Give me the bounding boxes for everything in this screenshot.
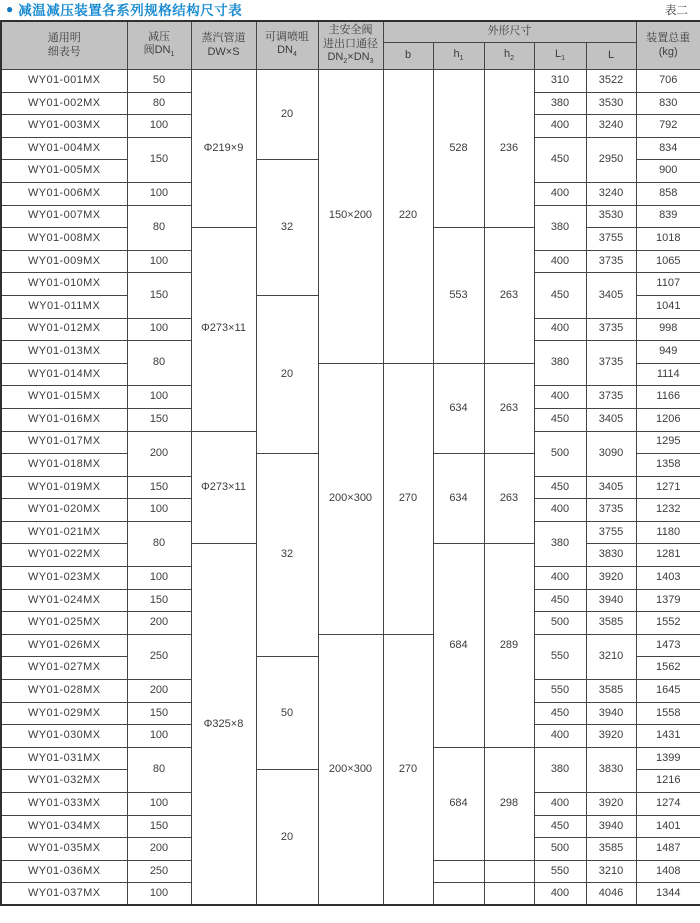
dn1-cell: 50	[127, 70, 191, 93]
l1-cell: 550	[534, 634, 586, 679]
weight-cell: 1562	[636, 657, 700, 680]
dn1-cell: 80	[127, 747, 191, 792]
model-cell: WY01-014MX	[1, 363, 127, 386]
dn1-cell: 250	[127, 860, 191, 883]
h2-cell: 298	[484, 747, 534, 860]
dn1-cell: 200	[127, 431, 191, 476]
pipe-cell: Φ273×11	[191, 228, 256, 431]
l1-cell: 380	[534, 92, 586, 115]
l1-cell: 400	[534, 182, 586, 205]
b-cell: 270	[383, 634, 433, 905]
b-cell: 220	[383, 70, 433, 364]
weight-cell: 998	[636, 318, 700, 341]
weight-cell: 1408	[636, 860, 700, 883]
weight-cell: 1114	[636, 363, 700, 386]
column-header-dn1: 减压 阀$DN_1$	[127, 21, 191, 70]
pipe-cell: Φ219×9	[191, 70, 256, 228]
l1-cell: 450	[534, 137, 586, 182]
l-cell: 3735	[586, 318, 636, 341]
l-cell: 3585	[586, 838, 636, 861]
dn1-cell: 150	[127, 702, 191, 725]
model-cell: WY01-004MX	[1, 137, 127, 160]
model-cell: WY01-021MX	[1, 521, 127, 544]
b-cell: 270	[383, 363, 433, 634]
model-cell: WY01-012MX	[1, 318, 127, 341]
l1-cell: 380	[534, 747, 586, 792]
dn1-cell: 100	[127, 250, 191, 273]
model-cell: WY01-001MX	[1, 70, 127, 93]
column-header-l: L	[586, 43, 636, 70]
h2-cell: 289	[484, 544, 534, 747]
l-cell: 3735	[586, 386, 636, 409]
spec-table	[0, 20, 700, 906]
weight-cell: 1552	[636, 612, 700, 635]
model-cell: WY01-029MX	[1, 702, 127, 725]
weight-cell: 858	[636, 182, 700, 205]
weight-cell: 706	[636, 70, 700, 93]
page-label: 表二	[665, 5, 688, 17]
dn1-cell: 150	[127, 137, 191, 182]
l1-cell: 400	[534, 115, 586, 138]
weight-cell: 1379	[636, 589, 700, 612]
weight-cell: 1180	[636, 521, 700, 544]
model-cell: WY01-034MX	[1, 815, 127, 838]
model-cell: WY01-005MX	[1, 160, 127, 183]
column-header-safety: 主安全阀 进出口通径 $DN_2\times DN_3$	[318, 21, 383, 70]
l1-cell: 400	[534, 883, 586, 906]
h2-cell: 263	[484, 363, 534, 453]
dn1-cell: 150	[127, 476, 191, 499]
l-cell: 3405	[586, 408, 636, 431]
safety-cell: 200×300	[318, 363, 383, 634]
l-cell: 2950	[586, 137, 636, 182]
model-cell: WY01-008MX	[1, 228, 127, 251]
weight-cell: 792	[636, 115, 700, 138]
model-cell: WY01-006MX	[1, 182, 127, 205]
model-cell: WY01-030MX	[1, 725, 127, 748]
dn1-cell: 150	[127, 273, 191, 318]
model-cell: WY01-025MX	[1, 612, 127, 635]
model-cell: WY01-018MX	[1, 454, 127, 477]
model-cell: WY01-037MX	[1, 883, 127, 906]
dn1-cell: 200	[127, 680, 191, 703]
l1-cell: 450	[534, 702, 586, 725]
nozzle-cell: 50	[256, 657, 318, 770]
nozzle-cell: 32	[256, 160, 318, 296]
dn1-cell: 100	[127, 182, 191, 205]
dn1-cell: 80	[127, 92, 191, 115]
h1-cell: 634	[433, 363, 484, 453]
h2-cell: 236	[484, 70, 534, 228]
l-cell: 3830	[586, 747, 636, 792]
h1-cell: 553	[433, 228, 484, 364]
weight-cell: 1295	[636, 431, 700, 454]
l-cell: 3735	[586, 499, 636, 522]
weight-cell: 1271	[636, 476, 700, 499]
model-cell: WY01-035MX	[1, 838, 127, 861]
weight-cell: 839	[636, 205, 700, 228]
dims-group-header: 外形尺寸	[383, 21, 636, 43]
l-cell: 3240	[586, 182, 636, 205]
model-cell: WY01-020MX	[1, 499, 127, 522]
l1-cell: 500	[534, 431, 586, 476]
title-bar	[6, 0, 242, 18]
weight-cell: 1018	[636, 228, 700, 251]
dn1-cell: 150	[127, 408, 191, 431]
weight-cell: 900	[636, 160, 700, 183]
l1-cell: 450	[534, 815, 586, 838]
model-cell: WY01-023MX	[1, 567, 127, 590]
column-header-h1: $h_1$	[433, 43, 484, 70]
dn1-cell: 200	[127, 838, 191, 861]
weight-cell: 1107	[636, 273, 700, 296]
l-cell: 3530	[586, 92, 636, 115]
column-header-detail: 通用明 细表号	[1, 21, 127, 70]
model-cell: WY01-007MX	[1, 205, 127, 228]
model-cell: WY01-003MX	[1, 115, 127, 138]
dn1-cell: 80	[127, 341, 191, 386]
model-cell: WY01-036MX	[1, 860, 127, 883]
model-cell: WY01-009MX	[1, 250, 127, 273]
l1-cell: 400	[534, 499, 586, 522]
h1-cell: 684	[433, 747, 484, 860]
l1-cell: 400	[534, 250, 586, 273]
nozzle-cell: 32	[256, 454, 318, 657]
l1-cell: 450	[534, 589, 586, 612]
bullet-icon: ●	[6, 2, 14, 16]
weight-cell: 949	[636, 341, 700, 364]
l-cell: 3585	[586, 680, 636, 703]
l-cell: 3090	[586, 431, 636, 476]
weight-cell: 1645	[636, 680, 700, 703]
h1-cell: 634	[433, 454, 484, 544]
weight-cell: 1431	[636, 725, 700, 748]
l-cell: 3940	[586, 702, 636, 725]
l1-cell: 450	[534, 408, 586, 431]
dn1-cell: 100	[127, 883, 191, 906]
pipe-cell: Φ273×11	[191, 431, 256, 544]
weight-cell: 1065	[636, 250, 700, 273]
model-cell: WY01-016MX	[1, 408, 127, 431]
l-cell: 3210	[586, 634, 636, 679]
l1-cell: 400	[534, 567, 586, 590]
model-cell: WY01-024MX	[1, 589, 127, 612]
model-cell: WY01-011MX	[1, 295, 127, 318]
dn1-cell: 80	[127, 521, 191, 566]
model-cell: WY01-032MX	[1, 770, 127, 793]
l-cell: 3240	[586, 115, 636, 138]
column-header-h2: $h_2$	[484, 43, 534, 70]
l-cell: 3735	[586, 341, 636, 386]
weight-cell: 834	[636, 137, 700, 160]
l1-cell: 400	[534, 793, 586, 816]
weight-cell: 1399	[636, 747, 700, 770]
model-cell: WY01-033MX	[1, 793, 127, 816]
dn1-cell: 100	[127, 793, 191, 816]
pipe-cell: Φ325×8	[191, 544, 256, 906]
dn1-cell: 150	[127, 815, 191, 838]
model-cell: WY01-031MX	[1, 747, 127, 770]
l1-cell: 500	[534, 838, 586, 861]
l1-cell: 380	[534, 521, 586, 566]
h1-cell: 528	[433, 70, 484, 228]
weight-cell: 1232	[636, 499, 700, 522]
model-cell: WY01-017MX	[1, 431, 127, 454]
h1-cell	[433, 883, 484, 906]
safety-cell: 150×200	[318, 70, 383, 364]
l1-cell: 400	[534, 386, 586, 409]
l-cell: 3920	[586, 793, 636, 816]
l-cell: 3755	[586, 521, 636, 544]
dn1-cell: 100	[127, 115, 191, 138]
l1-cell: 550	[534, 680, 586, 703]
dn1-cell: 100	[127, 318, 191, 341]
l-cell: 3405	[586, 273, 636, 318]
weight-cell: 1487	[636, 838, 700, 861]
l-cell: 3920	[586, 567, 636, 590]
table-row	[1, 70, 700, 93]
weight-cell: 1206	[636, 408, 700, 431]
safety-cell: 200×300	[318, 634, 383, 905]
weight-cell: 1558	[636, 702, 700, 725]
h2-cell	[484, 883, 534, 906]
l-cell: 4046	[586, 883, 636, 906]
dn1-cell: 200	[127, 612, 191, 635]
h2-cell: 263	[484, 228, 534, 364]
weight-cell: 830	[636, 92, 700, 115]
table-header	[1, 21, 700, 70]
model-cell: WY01-019MX	[1, 476, 127, 499]
l1-cell: 400	[534, 318, 586, 341]
h2-cell: 263	[484, 454, 534, 544]
nozzle-cell: 20	[256, 770, 318, 906]
dn1-cell: 250	[127, 634, 191, 679]
model-cell: WY01-002MX	[1, 92, 127, 115]
model-cell: WY01-022MX	[1, 544, 127, 567]
l1-cell: 550	[534, 860, 586, 883]
l-cell: 3405	[586, 476, 636, 499]
column-header-b: b	[383, 43, 433, 70]
l-cell: 3940	[586, 589, 636, 612]
l-cell: 3530	[586, 205, 636, 228]
dn1-cell: 150	[127, 589, 191, 612]
column-header-pipe: 蒸汽管道 DW×S	[191, 21, 256, 70]
dn1-cell: 80	[127, 205, 191, 250]
table-row	[1, 634, 700, 657]
model-cell: WY01-015MX	[1, 386, 127, 409]
dn1-cell: 100	[127, 725, 191, 748]
weight-cell: 1216	[636, 770, 700, 793]
weight-cell: 1166	[636, 386, 700, 409]
nozzle-cell: 20	[256, 295, 318, 453]
l-cell: 3920	[586, 725, 636, 748]
l1-cell: 380	[534, 205, 586, 250]
l1-cell: 500	[534, 612, 586, 635]
page-title: 减温减压装置各系列规格结构尺寸表	[18, 3, 243, 18]
weight-cell: 1344	[636, 883, 700, 906]
l-cell: 3830	[586, 544, 636, 567]
l-cell: 3735	[586, 250, 636, 273]
table-body	[1, 70, 700, 906]
l1-cell: 380	[534, 341, 586, 386]
model-cell: WY01-010MX	[1, 273, 127, 296]
l1-cell: 450	[534, 273, 586, 318]
weight-cell: 1473	[636, 634, 700, 657]
weight-cell: 1274	[636, 793, 700, 816]
model-cell: WY01-013MX	[1, 341, 127, 364]
weight-cell: 1403	[636, 567, 700, 590]
l1-cell: 450	[534, 476, 586, 499]
h1-cell	[433, 860, 484, 883]
weight-cell: 1281	[636, 544, 700, 567]
l-cell: 3522	[586, 70, 636, 93]
model-cell: WY01-026MX	[1, 634, 127, 657]
l1-cell: 400	[534, 725, 586, 748]
dn1-cell: 100	[127, 386, 191, 409]
h2-cell	[484, 860, 534, 883]
dn1-cell: 100	[127, 499, 191, 522]
l-cell: 3585	[586, 612, 636, 635]
weight-cell: 1401	[636, 815, 700, 838]
l-cell: 3755	[586, 228, 636, 251]
nozzle-cell: 20	[256, 70, 318, 160]
weight-cell: 1041	[636, 295, 700, 318]
l1-cell: 310	[534, 70, 586, 93]
column-header-weight: 装置总重 (kg)	[636, 21, 700, 70]
weight-cell: 1358	[636, 454, 700, 477]
l-cell: 3940	[586, 815, 636, 838]
dn1-cell: 100	[127, 567, 191, 590]
model-cell: WY01-027MX	[1, 657, 127, 680]
l-cell: 3210	[586, 860, 636, 883]
column-header-nozzle: 可调喷咀 $DN_4$	[256, 21, 318, 70]
column-header-l1: $L_1$	[534, 43, 586, 70]
h1-cell: 684	[433, 544, 484, 747]
model-cell: WY01-028MX	[1, 680, 127, 703]
